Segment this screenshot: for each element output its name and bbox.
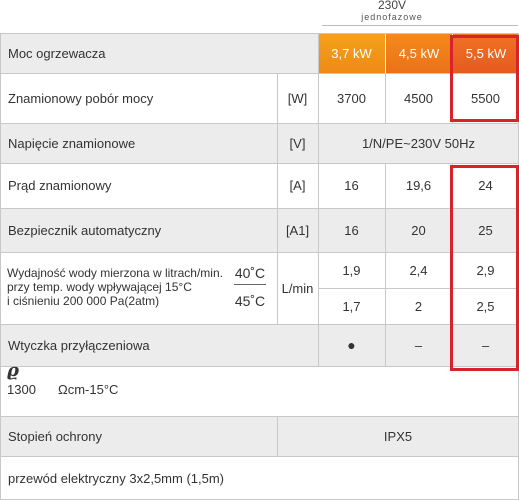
nominal-power-value-1: 3700 xyxy=(337,90,366,106)
efficiency-40-value-2: 2,4 xyxy=(409,262,428,278)
efficiency-40-value-3: 2,9 xyxy=(476,262,495,278)
power-value-2: 4,5 kW xyxy=(398,45,440,61)
fuse-value-1: 16 xyxy=(344,222,359,238)
header-divider xyxy=(322,25,518,26)
protection-label: Stopień ochrony xyxy=(8,428,102,444)
current-value-1: 16 xyxy=(344,178,359,193)
efficiency-unit: L/min xyxy=(281,280,314,296)
voltage-header: 230V xyxy=(377,0,407,12)
power-label: Moc ogrzewacza xyxy=(8,45,106,61)
fuse-value-3: 25 xyxy=(478,222,493,238)
plug-value-2: – xyxy=(414,337,423,353)
nominal-power-unit: [W] xyxy=(287,90,308,106)
current-unit: [A] xyxy=(289,178,306,193)
efficiency-label-line-3: i ciśnieniu 200 000 Pa(2atm) xyxy=(7,294,160,308)
highlight-box-top xyxy=(450,35,519,122)
temp-divider xyxy=(234,284,266,285)
protection-value: IPX5 xyxy=(383,428,413,444)
grid-line xyxy=(0,366,519,367)
efficiency-label-line-1: Wydajność wody mierzona w litrach/min. xyxy=(7,266,223,280)
current-label: Prąd znamionowy xyxy=(8,178,112,193)
phase-header: jednofazowe xyxy=(361,12,423,22)
highlight-box-bottom xyxy=(450,165,519,371)
nominal-power-value-3: 5500 xyxy=(471,90,500,106)
power-cell-2 xyxy=(386,33,452,73)
current-value-3: 24 xyxy=(478,178,493,193)
power-value-1: 3,7 kW xyxy=(331,45,372,61)
efficiency-45-value-2: 2 xyxy=(414,298,423,314)
fuse-value-2: 20 xyxy=(411,222,426,238)
voltage-unit: [V] xyxy=(289,135,306,151)
cable-label: przewód elektryczny 3x2,5mm (1,5m) xyxy=(8,470,225,486)
temp-45-label: 45˚C xyxy=(234,293,266,309)
efficiency-45-value-3: 2,5 xyxy=(476,298,495,314)
efficiency-40-value-1: 1,9 xyxy=(342,262,361,278)
nominal-power-label: Znamionowy pobór mocy xyxy=(8,90,154,106)
plug-label: Wtyczka przyłączeniowa xyxy=(8,337,150,353)
resistivity-value: 1300 xyxy=(7,382,36,397)
resistivity-symbol: ϱ xyxy=(7,360,19,381)
efficiency-45-value-1: 1,7 xyxy=(342,298,361,314)
power-value-3: 5,5 kW xyxy=(465,45,507,61)
fuse-unit: [A1] xyxy=(285,222,310,238)
plug-value-3: – xyxy=(481,337,490,353)
resistivity-unit: Ωcm-15°C xyxy=(58,382,119,397)
voltage-label: Napięcie znamionowe xyxy=(8,135,136,151)
nominal-power-value-2: 4500 xyxy=(404,90,433,106)
efficiency-label-line-2: przy temp. wody wpływającej 15°C xyxy=(7,280,192,294)
power-cell-1 xyxy=(318,33,385,73)
current-value-2: 19,6 xyxy=(405,178,432,193)
plug-value-1: ● xyxy=(347,336,356,353)
efficiency-label xyxy=(7,266,237,308)
fuse-label: Bezpiecznik automatyczny xyxy=(8,222,162,238)
voltage-value: 1/N/PE~230V 50Hz xyxy=(361,135,476,151)
temp-40-label: 40˚C xyxy=(234,265,266,281)
